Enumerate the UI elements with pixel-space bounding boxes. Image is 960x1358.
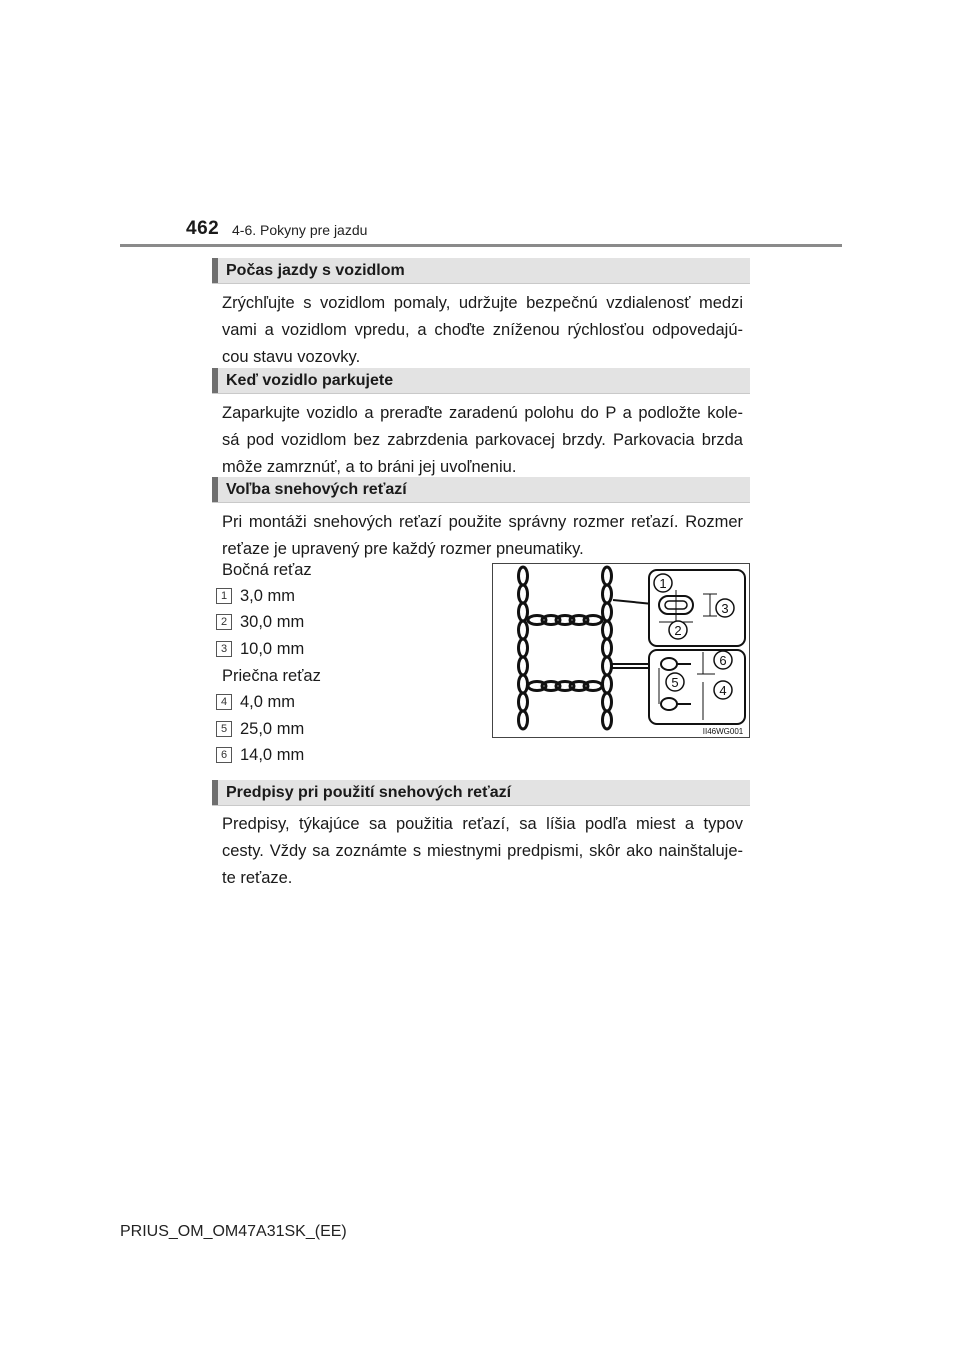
text-line: môže zamrznúť, a to bráni jej uvoľneniu. — [222, 458, 517, 476]
dimension-value: 25,0 mm — [240, 720, 305, 738]
dimension-value: 10,0 mm — [240, 640, 305, 658]
callout-number: 1 — [216, 588, 232, 604]
callout-number: 6 — [216, 747, 232, 763]
text-line: reťaze je upravený pre každý rozmer pneumatiky. — [222, 540, 584, 558]
header-section-title: 4-6. Pokyny pre jazdu — [232, 222, 368, 238]
text-line: sá pod vozidlom bez zabrzdenia parkovacej brzdy. Parkovacia brzda — [222, 431, 743, 449]
side-link-detail — [649, 570, 745, 646]
header-divider — [120, 244, 842, 247]
callout-number: 5 — [216, 721, 232, 737]
driving-paragraph — [222, 290, 743, 371]
callout-number: 2 — [216, 614, 232, 630]
side-chain-label: Bočná reťaz — [222, 561, 312, 579]
regulations-paragraph — [222, 811, 743, 892]
section-heading-regulations — [212, 780, 750, 806]
side-chain-left — [519, 567, 528, 729]
cross-chain-upper — [528, 616, 602, 625]
section-title: Voľba snehových reťazí — [226, 481, 407, 498]
cross-chain-lower — [528, 682, 602, 691]
heading-bar — [212, 477, 218, 502]
section-heading-chains — [212, 477, 750, 503]
callout-number: 4 — [216, 694, 232, 710]
callout-3-label: 3 — [721, 601, 729, 616]
snow-chain-illustration — [492, 563, 750, 738]
text-line: cou stavu vozovky. — [222, 348, 361, 366]
cross-chain-label: Priečna reťaz — [222, 667, 321, 685]
dimension-item-1 — [216, 587, 295, 607]
parking-paragraph — [222, 400, 743, 481]
heading-bar — [212, 368, 218, 393]
snow-chain-drawing — [493, 564, 749, 737]
callout-6-label: 6 — [719, 653, 727, 668]
dimension-value: 4,0 mm — [240, 693, 296, 711]
section-title: Keď vozidlo parkujete — [226, 372, 394, 389]
dimension-item-4 — [216, 693, 295, 713]
text-line: cesty. Vždy sa zoznámte s miestnymi predpismi, skôr ako nainštaluje- — [222, 842, 743, 860]
section-heading-parking — [212, 368, 750, 394]
text-line: Zaparkujte vozidlo a preraďte zaradenú polohu do P a podložte kole- — [222, 404, 743, 422]
text-line: Pri montáži snehových reťazí použite správny rozmer reťazí. Rozmer — [222, 513, 743, 531]
callout-number: 3 — [216, 641, 232, 657]
section-title: Predpisy pri použití snehových reťazí — [226, 784, 512, 801]
text-line: te reťaze. — [222, 869, 293, 887]
figure-code: II46WG001 — [702, 727, 744, 736]
dimension-item-2 — [216, 613, 304, 633]
text-line: vami a vozidlom vpredu, a choďte zníženou rýchlosťou odpovedajú- — [222, 321, 743, 339]
dimension-value: 3,0 mm — [240, 587, 296, 605]
page-number: 462 — [186, 218, 220, 239]
callout-1-label: 1 — [659, 576, 667, 591]
text-line: Zrýchľujte s vozidlom pomaly, udržujte bezpečnú vzdialenosť medzi — [222, 294, 743, 312]
dimension-item-6 — [216, 746, 304, 766]
heading-bar — [212, 258, 218, 283]
side-chain-right — [603, 567, 612, 729]
cross-link-detail — [649, 650, 745, 724]
heading-bar — [212, 780, 218, 805]
section-heading-driving — [212, 258, 750, 284]
document-code: PRIUS_OM_OM47A31SK_(EE) — [120, 1223, 347, 1240]
dimension-item-5 — [216, 720, 304, 740]
callout-2-label: 2 — [674, 623, 682, 638]
text-line: Predpisy, týkajúce sa použitia reťazí, sa líšia podľa miest a typov — [222, 815, 743, 833]
dimension-value: 14,0 mm — [240, 746, 305, 764]
chains-paragraph — [222, 509, 743, 563]
dimension-item-3 — [216, 640, 304, 660]
callout-5-label: 5 — [671, 675, 679, 690]
dimension-value: 30,0 mm — [240, 613, 305, 631]
section-title: Počas jazdy s vozidlom — [226, 262, 405, 279]
callout-4-label: 4 — [719, 683, 727, 698]
